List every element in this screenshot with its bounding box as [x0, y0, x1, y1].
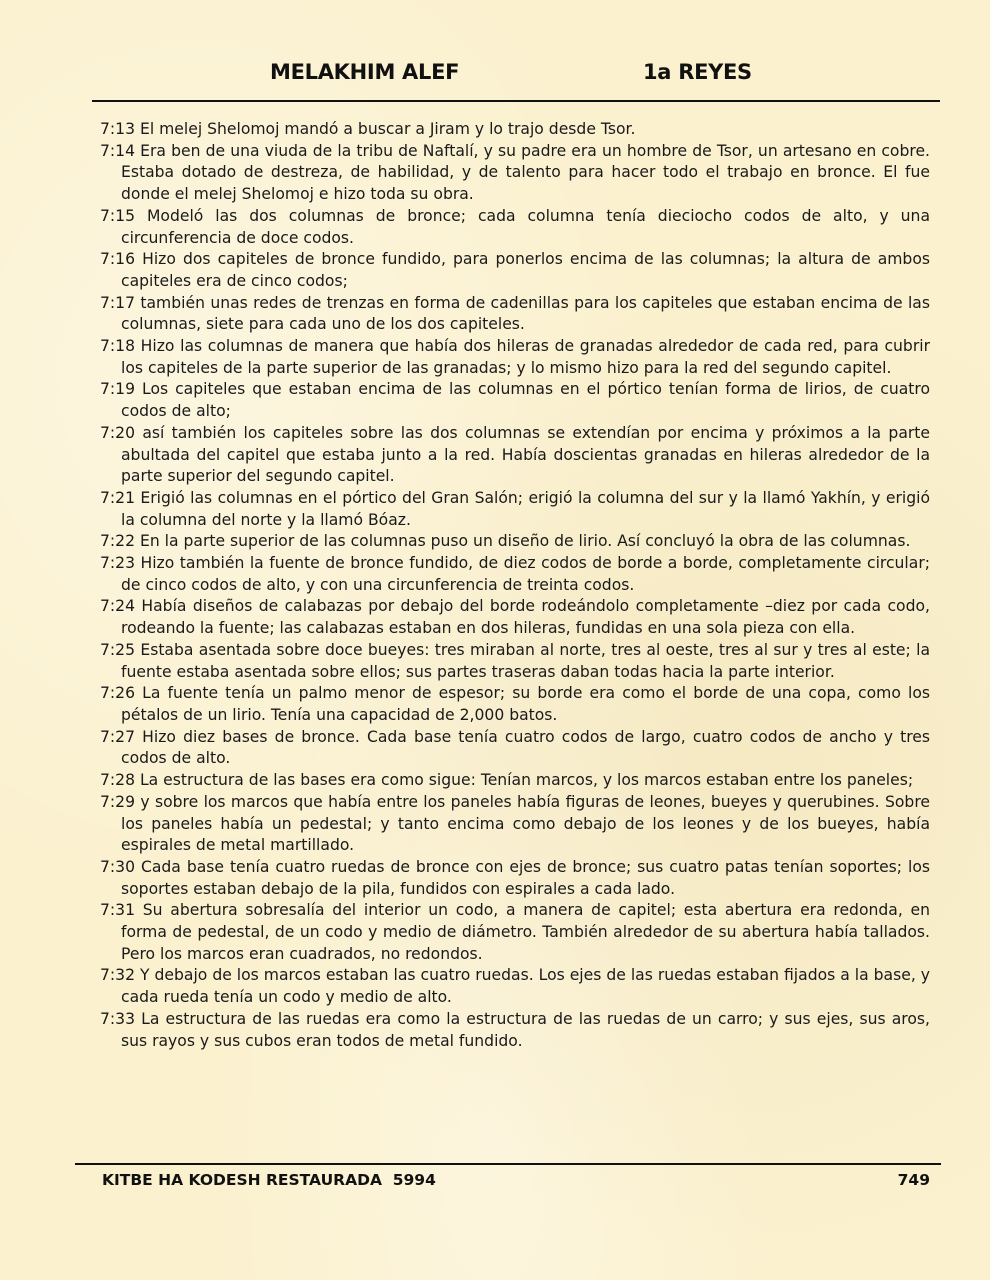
verse-7-26: 7:26 La fuente tenía un palmo menor de espesor; su borde era como el borde de una copa, como los pétalos de un lirio. Tenía una capacidad de 2,000 batos.: [100, 684, 930, 724]
verse-7-19: 7:19 Los capiteles que estaban encima de las columnas en el pórtico tenían forma de lirios, de cuatro codos de alto;: [100, 380, 930, 421]
verse-7-32: 7:32 Y debajo de los marcos estaban las cuatro ruedas. Los ejes de las ruedas estaban fijados a la base, y cada rueda tenía un codo y medio de alto.: [100, 966, 930, 1007]
verse-7-25: 7:25 Estaba asentada sobre doce bueyes: tres miraban al norte, tres al oeste, tres al sur y tres al este; la fuente estaba asentada sobre ellos; sus partes traseras daban todas hacia la parte interior.: [100, 640, 930, 681]
verse-list: [100, 119, 930, 1052]
verse-7-17: 7:17 también unas redes de trenzas en forma de cadenillas para los capiteles que estaban encima de las columnas, siete para cada uno de los dos capiteles.: [100, 293, 930, 334]
page-header: [0, 60, 990, 92]
verse-7-24: 7:24 Había diseños de calabazas por debajo del borde rodeándolo completamente –diez por cada codo, rodeando la fuente; las calabazas estaban en dos hileras, fundidas en una sola pieza con ella.: [100, 597, 930, 638]
verse-7-22: 7:22 En la parte superior de las columnas puso un diseño de lirio. Así concluyó la obra de las columnas.: [100, 532, 911, 551]
verse-7-16: 7:16 Hizo dos capiteles de bronce fundido, para ponerlos encima de las columnas; la altura de ambos capiteles era de cinco codos;: [100, 250, 930, 290]
footer-rule: [75, 1163, 941, 1165]
verse-7-31: 7:31 Su abertura sobresalía del interior un codo, a manera de capitel; esta abertura era redonda, en forma de pedestal, de un codo y medio de diámetro. También alrededor de su abertura había tallados. Pero los marcos eran cuadrados, no redondos.: [100, 901, 930, 963]
verse-7-14: 7:14 Era ben de una viuda de la tribu de Naftalí, y su padre era un hombre de Tsor, un artesano en cobre. Estaba dotado de destreza, de habilidad, y de talento para hacer todo el trabajo en bronce. El fue donde el melej Shelomoj e hizo toda su obra.: [100, 141, 930, 204]
verse-7-15: 7:15 Modeló las dos columnas de bronce; cada columna tenía dieciocho codos de alto, y una circunferencia de doce codos.: [100, 206, 930, 247]
book-title-spanish: 1a REYES: [643, 60, 752, 84]
verse-7-30: 7:30 Cada base tenía cuatro ruedas de bronce con ejes de bronce; sus cuatro patas tenían soportes; los soportes estaban debajo de la pila, fundidos con espirales a cada lado.: [100, 857, 930, 898]
verse-7-27: 7:27 Hizo diez bases de bronce. Cada base tenía cuatro codos de largo, cuatro codos de ancho y tres codos de alto.: [100, 727, 930, 768]
verse-7-28: 7:28 La estructura de las bases era como sigue: Tenían marcos, y los marcos estaban entre los paneles;: [100, 771, 914, 790]
header-rule: [92, 100, 940, 102]
page-number: 749: [897, 1171, 930, 1189]
footer-edition-title: KITBE HA KODESH RESTAURADA 5994: [102, 1171, 436, 1189]
book-title-hebrew: MELAKHIM ALEF: [270, 60, 460, 84]
verse-7-20: 7:20 así también los capiteles sobre las dos columnas se extendían por encima y próximos a la parte abultada del capitel que estaba junto a la red. Había doscientas granadas en hileras alrededor de la parte superior del segundo capitel.: [100, 423, 930, 486]
verse-7-29: 7:29 y sobre los marcos que había entre los paneles había figuras de leones, bueyes y querubines. Sobre los paneles había un pedestal; y tanto encima como debajo de los leones y de los bueyes, había espirales de metal martillado.: [100, 792, 930, 855]
verse-7-33: 7:33 La estructura de las ruedas era como la estructura de las ruedas de un carro; y sus ejes, sus aros, sus rayos y sus cubos eran todos de metal fundido.: [100, 1009, 930, 1050]
verse-7-13: 7:13 El melej Shelomoj mandó a buscar a Jiram y lo trajo desde Tsor.: [100, 120, 636, 138]
verse-7-18: 7:18 Hizo las columnas de manera que había dos hileras de granadas alrededor de cada red, para cubrir los capiteles de la parte superior de las granadas; y lo mismo hizo para la red del segundo capitel.: [100, 337, 930, 377]
verse-7-21: 7:21 Erigió las columnas en el pórtico del Gran Salón; erigió la columna del sur y la llamó Yakhín, y erigió la columna del norte y la llamó Bóaz.: [100, 488, 930, 529]
verse-7-23: 7:23 Hizo también la fuente de bronce fundido, de diez codos de borde a borde, completamente circular; de cinco codos de alto, y con una circunferencia de treinta codos.: [100, 554, 930, 594]
